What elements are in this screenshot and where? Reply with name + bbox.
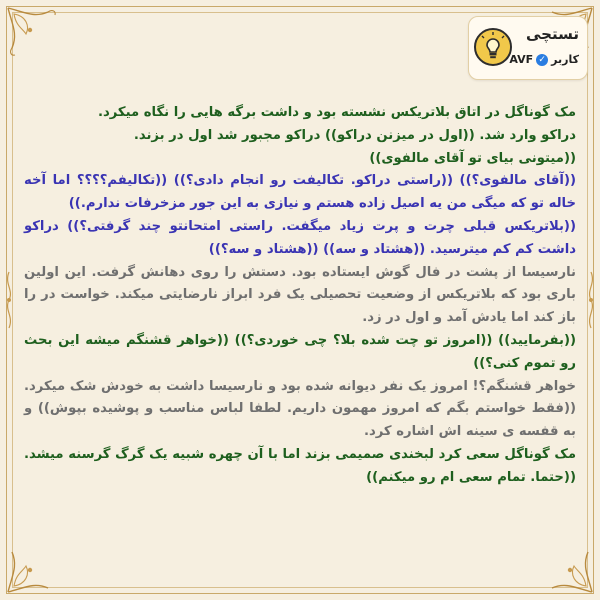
side-ornament-icon: [584, 270, 598, 330]
corner-ornament-icon: [4, 4, 64, 64]
story-paragraph: ((بفرمایید)) ((امروز تو چت شده بلا؟ چی خوردی؟)) ((خواهر قشنگم میشه این بحث رو تموم کنی؟)): [24, 332, 576, 371]
story-paragraph: مک گوناگل در اتاق بلاتریکس نشسته بود و داشت برگه هایی را نگاه میکرد.: [97, 105, 576, 120]
story-paragraph: ((میتونی بیای تو آقای مالفوی)): [369, 150, 576, 166]
story-paragraph: نارسیسا از پشت در فال گوش ایستاده بود. دستش را روی دهانش گرفت. این اولین باری بود که بلاتریکس از وضعیت تحصیلی یک فرد ابراز نارضایتی میکند. خواست در را باز کند اما یادش آمد و اول در زد.: [24, 264, 576, 326]
user-label: کاربر: [551, 53, 579, 66]
site-title: تستچی: [525, 25, 579, 43]
story-paragraph: خواهر قشنگم؟! امروز یک نفر دیوانه شده بود و نارسیسا داشت به خودش شک میکرد. ((فقط خواستم بگم که امروز مهمون داریم. لطفا لباس مناسب و پوشیده بپوش)) و به قفسه ی سینه اش اشاره کرد.: [24, 378, 576, 440]
corner-ornament-icon: [4, 536, 64, 596]
user-name: AVF: [509, 53, 534, 66]
author-line: [509, 53, 579, 66]
lightbulb-logo-icon: [473, 27, 513, 67]
story-paragraph: دراکو وارد شد. ((اول در میزنن دراکو)) دراکو مجبور شد اول در بزند.: [133, 127, 576, 143]
story-paragraph: مک گوناگل سعی کرد لبخندی صمیمی بزند اما با آن چهره شبیه یک گرگ گرسنه میشد. ((حتما. تمام سعی ام رو میکنم)): [24, 446, 576, 485]
verified-icon: ✓: [536, 54, 548, 66]
story-paragraph: ((بلاتریکس قبلی چرت و پرت زیاد میگفت. راستی امتحانتو چند گرفتی؟)) دراکو داشت کم کم میترسید. ((هشتاد و سه)) ((هشتاد و سه؟)): [24, 218, 576, 257]
author-badge: [468, 16, 588, 80]
corner-ornament-icon: [536, 536, 596, 596]
story-paragraph: ((آقای مالفوی؟)) ((راستی دراکو. تکالیفت رو انجام دادی؟)) ((تکالیفم؟؟؟؟ اما آخه خاله تو که میگی من یه اصیل زاده هستم و نیازی به این جور مزخرفات ندارم.)): [24, 173, 576, 212]
story-text: [24, 102, 576, 490]
side-ornament-icon: [2, 270, 16, 330]
